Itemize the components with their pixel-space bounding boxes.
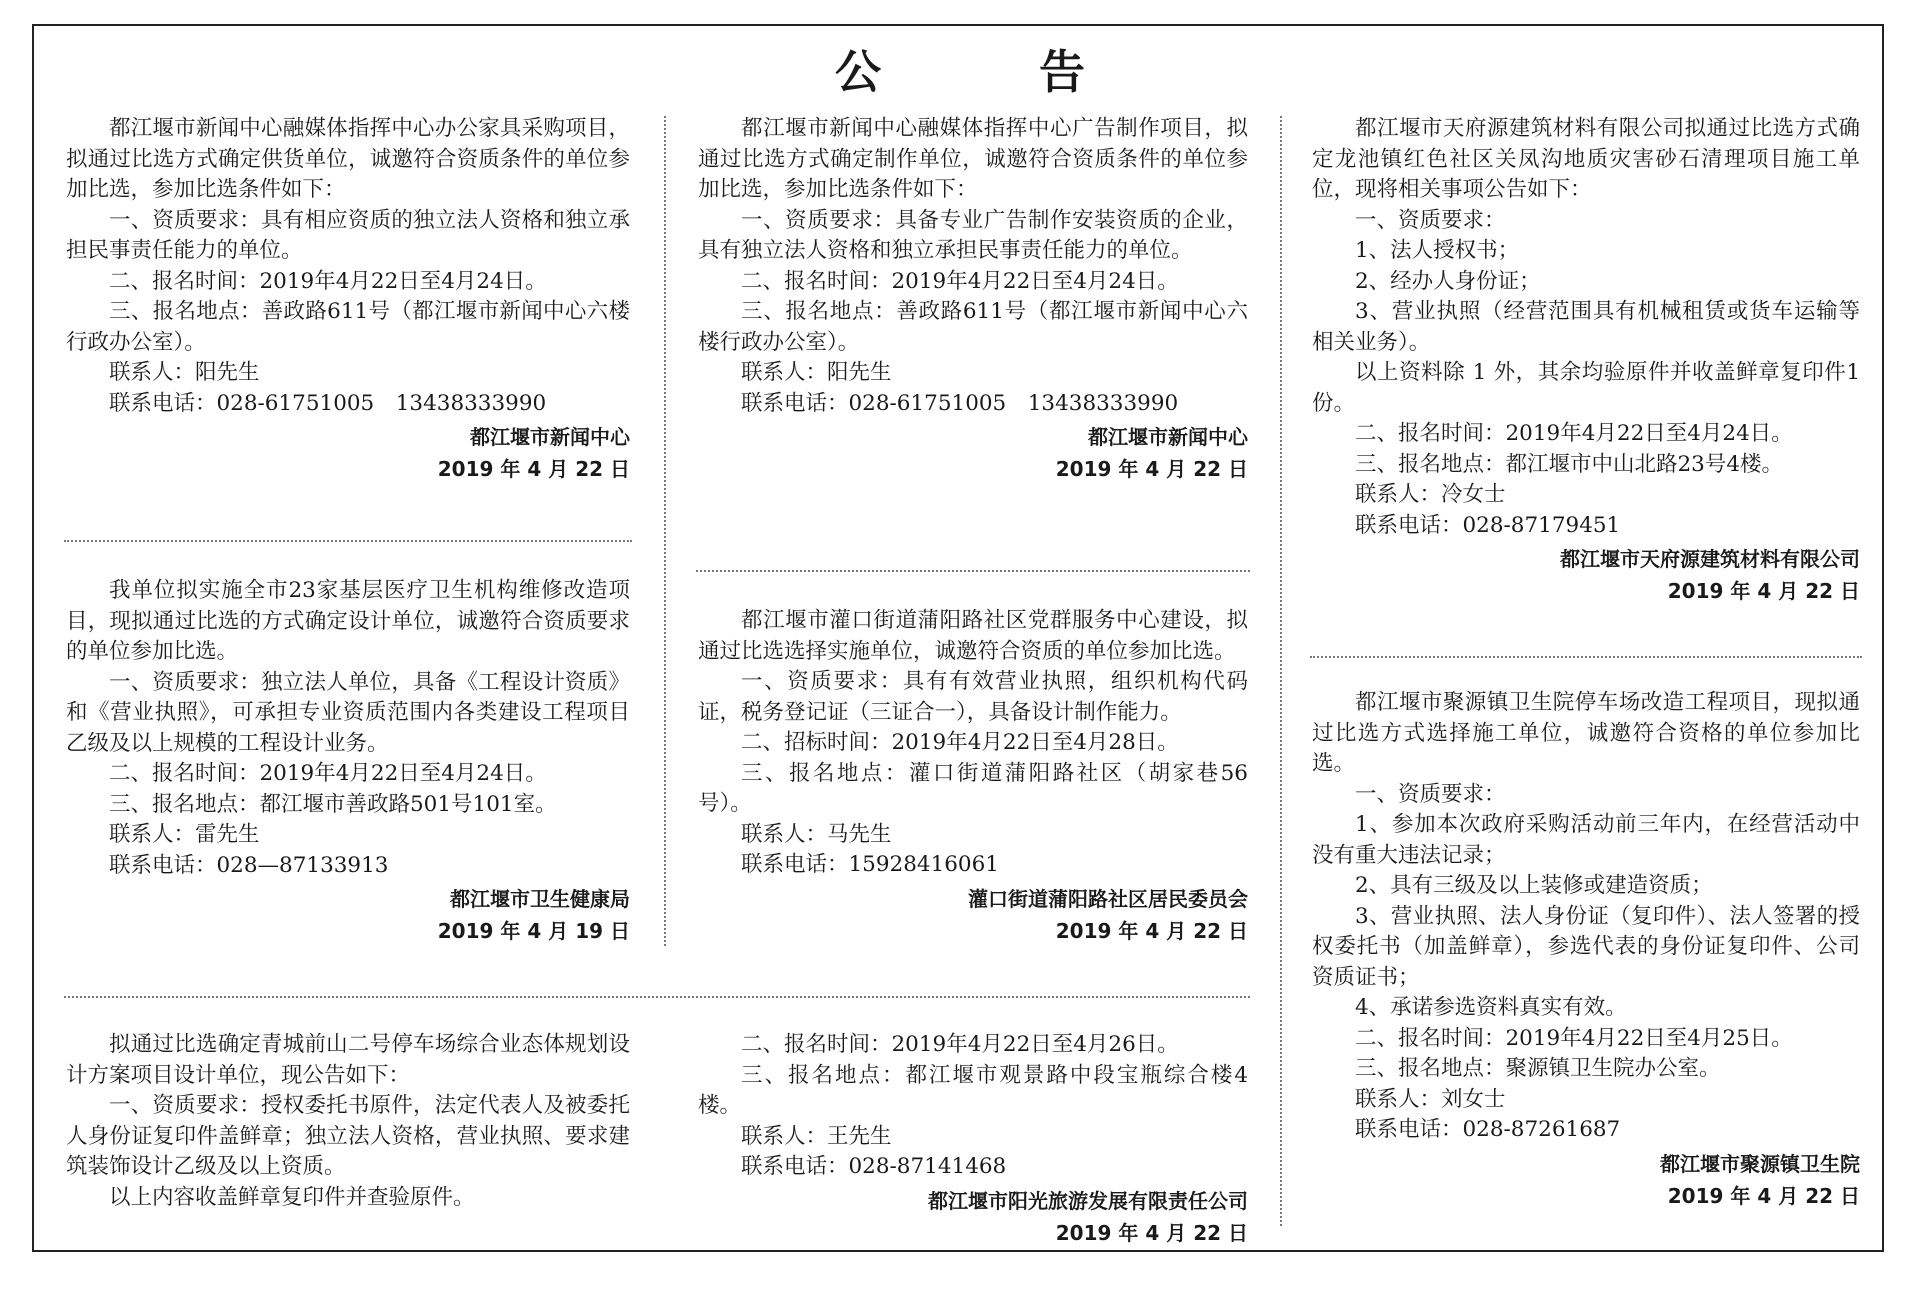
page-title: 公 告 bbox=[835, 45, 1141, 99]
issue-date: 2019 年 4 月 22 日 bbox=[1667, 1183, 1860, 1208]
notice-paragraph: 联系人：马先生 bbox=[741, 821, 892, 847]
notice-paragraph: 拟通过比选确定青城前山二号停车场综合业态体规划设计方案项目设计单位，现公告如下： bbox=[66, 1032, 630, 1088]
notice-paragraph: 二、报名时间：2019年4月22日至4月24日。 bbox=[1355, 421, 1793, 446]
issuer-name: 都江堰市聚源镇卫生院 bbox=[1660, 1151, 1860, 1176]
notice-paragraph: 三、报名地点：都江堰市观景路中段宝瓶综合楼4楼。 bbox=[698, 1062, 1248, 1118]
notice-paragraph: 联系人：阳先生 bbox=[741, 360, 892, 385]
notice-signature bbox=[66, 883, 630, 947]
issue-date: 2019 年 4 月 22 日 bbox=[1055, 1220, 1248, 1245]
notice-paragraph: 都江堰市灌口街道蒲阳路社区党群服务中心建设，拟通过比选选择实施单位，诚邀符合资质的单位参加比选。 bbox=[698, 608, 1248, 664]
notice-paragraph: 1、参加本次政府采购活动前三年内，在经营活动中没有重大违法记录； bbox=[1312, 812, 1860, 868]
issue-date: 2019 年 4 月 22 日 bbox=[1055, 918, 1248, 943]
notice-paragraph: 三、报名地点：都江堰市善政路501号101室。 bbox=[109, 791, 557, 817]
notice-paragraph: 联系电话：028-87179451 bbox=[1355, 512, 1621, 538]
notice-paragraph: 一、资质要求： bbox=[1355, 781, 1506, 807]
notice-paragraph: 二、报名时间：2019年4月22日至4月24日。 bbox=[741, 268, 1179, 294]
notice-paragraph: 联系电话：028-61751005 13438333990 bbox=[109, 390, 547, 416]
notice-parking-renovation bbox=[1312, 688, 1860, 1212]
notice-paragraph: 联系电话：15928416061 bbox=[741, 852, 999, 877]
notice-paragraph: 三、报名地点：善政路611号（都江堰市新闻中心六楼行政办公室）。 bbox=[698, 299, 1248, 355]
notice-paragraph: 联系人：冷女士 bbox=[1355, 482, 1506, 507]
notice-paragraph: 三、报名地点：聚源镇卫生院办公室。 bbox=[1355, 1056, 1721, 1081]
issuer-name: 都江堰市新闻中心 bbox=[470, 425, 630, 449]
notice-paragraph: 一、资质要求：独立法人单位，具备《工程设计资质》和《营业执照》，可承担专业资质范围内各类建设工程项目乙级及以上规模的工程设计业务。 bbox=[66, 669, 630, 756]
notice-paragraph: 三、报名地点：灌口街道蒲阳路社区（胡家巷56号）。 bbox=[698, 760, 1248, 816]
issue-date: 2019 年 4 月 22 日 bbox=[1055, 457, 1248, 481]
issue-date: 2019 年 4 月 22 日 bbox=[1667, 579, 1860, 603]
notice-paragraph: 都江堰市新闻中心融媒体指挥中心办公家具采购项目，拟通过比选方式确定供货单位，诚邀符合资质条件的单位参加比选，参加比选条件如下： bbox=[66, 116, 630, 202]
issue-date: 2019 年 4 月 19 日 bbox=[437, 919, 630, 943]
notice-paragraph: 都江堰市聚源镇卫生院停车场改造工程项目，现拟通过比选方式选择施工单位，诚邀符合资格的单位参加比选。 bbox=[1312, 690, 1860, 776]
issuer-name: 都江堰市阳光旅游发展有限责任公司 bbox=[928, 1188, 1248, 1213]
notice-parking-plan-design-cont bbox=[698, 1030, 1248, 1249]
notice-medical-design bbox=[66, 576, 630, 947]
notice-paragraph: 联系电话：028-61751005 13438333990 bbox=[741, 390, 1179, 416]
notice-paragraph: 以上资料除 1 外，其余均验原件并收盖鲜章复印件1份。 bbox=[1312, 360, 1860, 416]
divider-col1-top bbox=[64, 540, 632, 542]
notice-paragraph: 3、营业执照、法人身份证（复印件）、法人签署的授权委托书（加盖鲜章），参选代表的身份证复印件、公司资质证书； bbox=[1312, 903, 1860, 990]
notice-paragraph: 联系人：雷先生 bbox=[109, 822, 260, 847]
notice-paragraph: 联系电话：028—87133913 bbox=[109, 852, 389, 878]
notice-parking-plan-design bbox=[66, 1030, 630, 1213]
notice-community-center bbox=[698, 606, 1248, 947]
notice-paragraph: 我单位拟实施全市23家基层医疗卫生机构维修改造项目，现拟通过比选的方式确定设计单位，诚邀符合资质要求的单位参加比选。 bbox=[66, 578, 630, 664]
divider-bottom-band bbox=[64, 996, 1250, 998]
issuer-name: 都江堰市新闻中心 bbox=[1088, 425, 1248, 449]
notice-signature bbox=[1312, 543, 1860, 607]
notice-paragraph: 以上内容收盖鲜章复印件并查验原件。 bbox=[109, 1184, 475, 1210]
notice-paragraph: 3、营业执照（经营范围具有机械租赁或货车运输等相关业务）。 bbox=[1312, 299, 1860, 355]
issue-date: 2019 年 4 月 22 日 bbox=[437, 457, 630, 481]
issuer-name: 灌口街道蒲阳路社区居民委员会 bbox=[968, 886, 1248, 911]
notice-paragraph: 二、招标时间：2019年4月22日至4月28日。 bbox=[741, 730, 1179, 755]
notice-paragraph: 联系电话：028-87261687 bbox=[1355, 1117, 1621, 1142]
notice-paragraph: 联系人：刘女士 bbox=[1355, 1086, 1506, 1112]
column-separator-2 bbox=[1280, 116, 1282, 1226]
notice-paragraph: 一、资质要求： bbox=[1355, 207, 1506, 233]
notice-paragraph: 都江堰市天府源建筑材料有限公司拟通过比选方式确定龙池镇红色社区关凤沟地质灾害砂石清理项目施工单位，现将相关事项公告如下： bbox=[1312, 116, 1860, 202]
notice-advertising-production bbox=[698, 114, 1248, 485]
notice-paragraph: 一、资质要求：具有相应资质的独立法人资格和独立承担民事责任能力的单位。 bbox=[66, 207, 630, 263]
notice-paragraph: 联系人：王先生 bbox=[741, 1123, 892, 1149]
notice-paragraph: 二、报名时间：2019年4月22日至4月26日。 bbox=[741, 1032, 1179, 1057]
notice-paragraph: 1、法人授权书； bbox=[1355, 238, 1520, 263]
notice-signature bbox=[1312, 1148, 1860, 1212]
notice-geohazard-cleanup bbox=[1312, 114, 1860, 607]
notice-paragraph: 联系电话：028-87141468 bbox=[741, 1154, 1007, 1179]
notice-paragraph: 二、报名时间：2019年4月22日至4月25日。 bbox=[1355, 1025, 1793, 1051]
notice-paragraph: 4、承诺参选资料真实有效。 bbox=[1355, 995, 1627, 1020]
notice-paragraph: 联系人：阳先生 bbox=[109, 360, 260, 385]
notice-paragraph: 2、经办人身份证； bbox=[1355, 268, 1541, 294]
divider-col2-top bbox=[696, 570, 1250, 572]
issuer-name: 都江堰市天府源建筑材料有限公司 bbox=[1560, 547, 1860, 571]
notice-paragraph: 二、报名时间：2019年4月22日至4月24日。 bbox=[109, 761, 547, 786]
divider-col3-mid bbox=[1310, 656, 1862, 658]
issuer-name: 都江堰市卫生健康局 bbox=[450, 887, 630, 911]
notice-paragraph: 一、资质要求：具有有效营业执照，组织机构代码证，税务登记证（三证合一），具备设计制作能力。 bbox=[698, 669, 1248, 725]
notice-signature bbox=[698, 421, 1248, 485]
notice-paragraph: 都江堰市新闻中心融媒体指挥中心广告制作项目，拟通过比选方式确定制作单位，诚邀符合资质条件的单位参加比选，参加比选条件如下： bbox=[698, 116, 1248, 202]
notice-paragraph: 一、资质要求：授权委托书原件，法定代表人及被委托人身份证复印件盖鲜章；独立法人资格，营业执照、要求建筑装饰设计乙级及以上资质。 bbox=[66, 1093, 630, 1179]
notice-paragraph: 一、资质要求：具备专业广告制作安装资质的企业，具有独立法人资格和独立承担民事责任能力的单位。 bbox=[698, 207, 1248, 263]
notice-paragraph: 2、具有三级及以上装修或建造资质； bbox=[1355, 873, 1713, 898]
notice-paragraph: 三、报名地点：都江堰市中山北路23号4楼。 bbox=[1355, 451, 1784, 477]
notice-paragraph: 二、报名时间：2019年4月22日至4月24日。 bbox=[109, 268, 547, 294]
notice-paragraph: 三、报名地点：善政路611号（都江堰市新闻中心六楼行政办公室）。 bbox=[66, 299, 630, 355]
notice-signature bbox=[698, 1185, 1248, 1249]
column-separator-1 bbox=[664, 116, 666, 946]
notice-signature bbox=[698, 883, 1248, 947]
notice-furniture-procurement bbox=[66, 114, 630, 485]
notice-signature bbox=[66, 421, 630, 485]
